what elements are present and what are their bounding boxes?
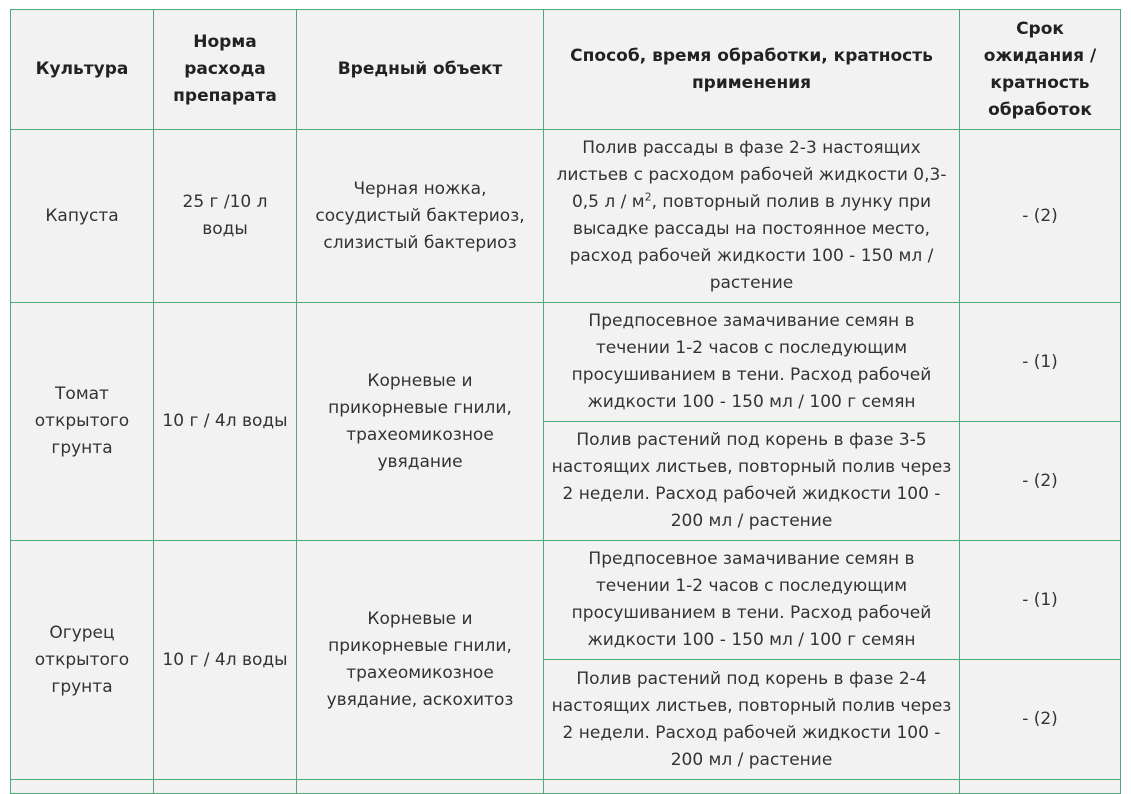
cell-wait: - (2): [960, 660, 1121, 780]
cell-empty: [297, 780, 544, 794]
cell-method: Полив растений под корень в фазе 2-4 настоящих листьев, повторный полив через 2 недели. Расход рабочей жидкости 100 - 200 мл / растение: [544, 660, 960, 780]
table-container: [10, 9, 1121, 794]
cell-rate: 10 г / 4л воды: [154, 541, 297, 780]
treatment-table: [10, 9, 1121, 794]
method-superscript: 2: [644, 190, 652, 204]
header-crop: Культура: [11, 10, 154, 130]
cell-pest: Корневые и прикорневые гнили, трахеомикозное увядание, аскохитоз: [297, 541, 544, 780]
cell-empty: [154, 780, 297, 794]
cell-empty: [11, 780, 154, 794]
cell-wait: - (2): [960, 130, 1121, 303]
cell-crop: Томат открытого грунта: [11, 303, 154, 541]
method-text-continued: , повторный полив в лунку при высадке рассады на постоянное место, расход рабочей жидкости 100 - 150 мл / растение: [569, 192, 934, 293]
table-row: [11, 130, 1121, 303]
header-rate: Норма расхода препарата: [154, 10, 297, 130]
cell-pest: Корневые и прикорневые гнили, трахеомикозное увядание: [297, 303, 544, 541]
table-row: [11, 303, 1121, 422]
cell-crop: Огурец открытого грунта: [11, 541, 154, 780]
cell-wait: - (1): [960, 303, 1121, 422]
cell-empty: [960, 780, 1121, 794]
cell-wait: - (1): [960, 541, 1121, 660]
header-method: Способ, время обработки, кратность применения: [544, 10, 960, 130]
cell-pest: Черная ножка, сосудистый бактериоз, слизистый бактериоз: [297, 130, 544, 303]
header-pest: Вредный объект: [297, 10, 544, 130]
table-row-partial: [11, 780, 1121, 794]
cell-rate: 10 г / 4л воды: [154, 303, 297, 541]
table-header-row: [11, 10, 1121, 130]
header-wait: Срок ожидания / кратность обработок: [960, 10, 1121, 130]
cell-method: Полив растений под корень в фазе 3-5 настоящих листьев, повторный полив через 2 недели. Расход рабочей жидкости 100 - 200 мл / растение: [544, 422, 960, 541]
cell-wait: - (2): [960, 422, 1121, 541]
method-text: Полив рассады в фазе 2-3 настоящих листьев с расходом рабочей жидкости 0,3-0,5 л / м: [556, 138, 947, 212]
cell-method: Предпосевное замачивание семян в течении 1-2 часов с последующим просушиванием в тени. Расход рабочей жидкости 100 - 150 мл / 100 г семян: [544, 541, 960, 660]
cell-empty: [544, 780, 960, 794]
cell-crop: Капуста: [11, 130, 154, 303]
cell-method: [544, 130, 960, 303]
cell-method: Предпосевное замачивание семян в течении 1-2 часов с последующим просушиванием в тени. Расход рабочей жидкости 100 - 150 мл / 100 г семян: [544, 303, 960, 422]
cell-rate: 25 г /10 л воды: [154, 130, 297, 303]
table-row: [11, 541, 1121, 660]
